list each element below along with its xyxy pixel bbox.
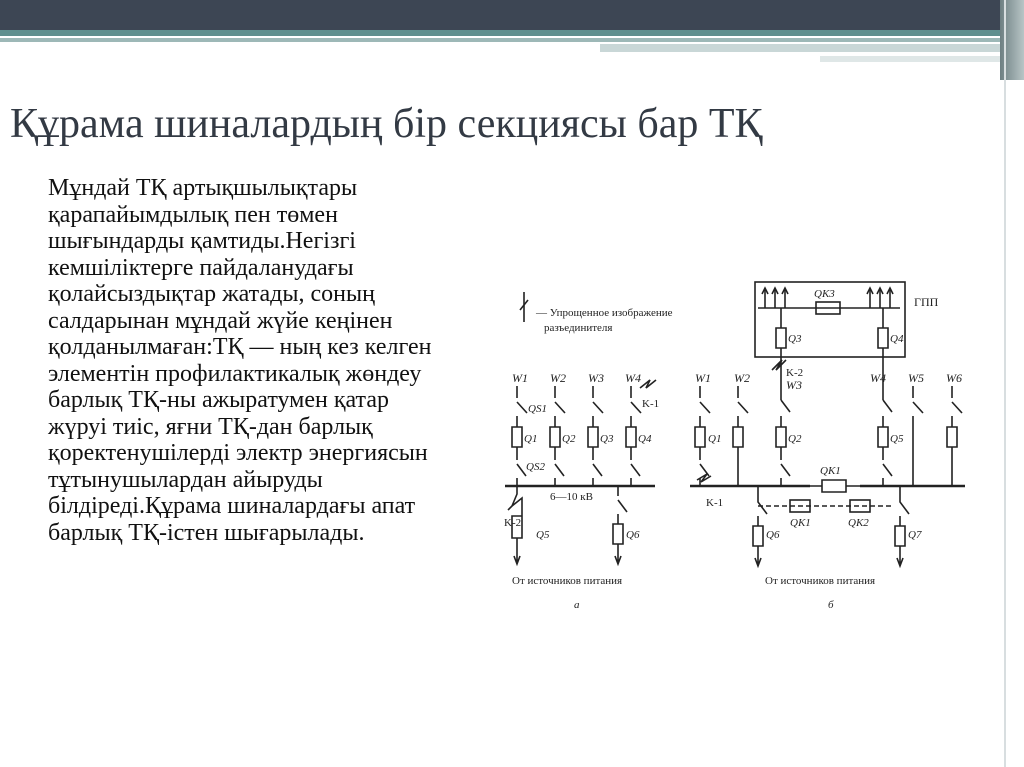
b-line-w5: W5 [908,371,924,385]
a-voltage-label: 6—10 кВ [550,491,593,503]
b-gpp-label: ГПП [914,295,939,309]
a-qs2-label: QS2 [526,461,545,473]
b-caption: б [828,599,834,611]
header-band-light [600,44,1000,52]
scheme-a [504,371,659,611]
b-q6-label: Q6 [766,529,780,541]
a-q3-label: Q3 [600,433,614,445]
b-qk1-bottom-label: QK1 [790,517,811,529]
a-source-label: От источников питания [512,575,623,587]
a-q5-label: Q5 [536,529,550,541]
slide-body-text: Мұндай ТҚ артықшылықтары қарапайымдылық пен төмен шығындарды қамтиды.Негізгі кемшіліктерге пайдаланудағы қолайсыздықтар жатады, соның салдарынан мұндай жүйе кеңінен қолданылмаған:ТҚ — ның кез келген элементін профилактикалық жөндеу барлық ТҚ-ны ажыратумен қатар жүруі тиіс, яғни ТҚ-дан барлық қоректенушілерді электр энергиясын тұтынушылардан айыруды білдіреді.Құрама шиналардағы апат барлық ТҚ-істен шығарылады. [48,175,432,546]
a-line-w2: W2 [550,371,566,385]
a-k1-label: K-1 [642,398,660,410]
b-q2-label: Q2 [788,433,802,445]
legend-text-2: разъединителя [544,322,613,334]
slide-title: Құрама шиналардың бір секциясы бар ТҚ [10,101,763,147]
b-qk2-label: QK2 [848,517,869,529]
b-line-w3: W3 [786,378,802,392]
a-line-w1: W1 [512,371,528,385]
a-q2-label: Q2 [562,433,576,445]
a-caption: а [574,599,580,611]
legend-text-1: — Упрощенное изображение [536,307,673,319]
a-q4-label: Q4 [638,433,652,445]
header-band-teal [0,30,1000,36]
a-line-w3: W3 [588,371,604,385]
a-k2-label: K-2 [504,517,522,529]
scheme-b [690,282,965,611]
b-line-w1: W1 [695,371,711,385]
header-band-dark [0,0,1024,30]
b-qk1-top-label: QK1 [820,465,841,477]
a-q1-label: Q1 [524,433,538,445]
a-line-w4: W4 [625,371,641,385]
a-qs1-label: QS1 [528,403,547,415]
b-line-w4: W4 [870,371,886,385]
header-band-light-short [820,56,1000,62]
b-q3-label: Q3 [788,333,802,345]
substation-diagram [490,270,980,620]
b-k2-label: K-2 [786,367,804,379]
header-band-teal-thin [0,38,1000,42]
b-q1-label: Q1 [708,433,722,445]
b-k1-label: K-1 [706,497,724,509]
legend [520,292,673,334]
slide-edge-line [1004,0,1006,767]
b-q7-label: Q7 [908,529,922,541]
b-q4-label: Q4 [890,333,904,345]
b-qk3-label: QK3 [814,288,835,300]
b-line-w6: W6 [946,371,962,385]
a-q6-label: Q6 [626,529,640,541]
b-q5-label: Q5 [890,433,904,445]
b-source-label: От источников питания [765,575,876,587]
b-line-w2: W2 [734,371,750,385]
